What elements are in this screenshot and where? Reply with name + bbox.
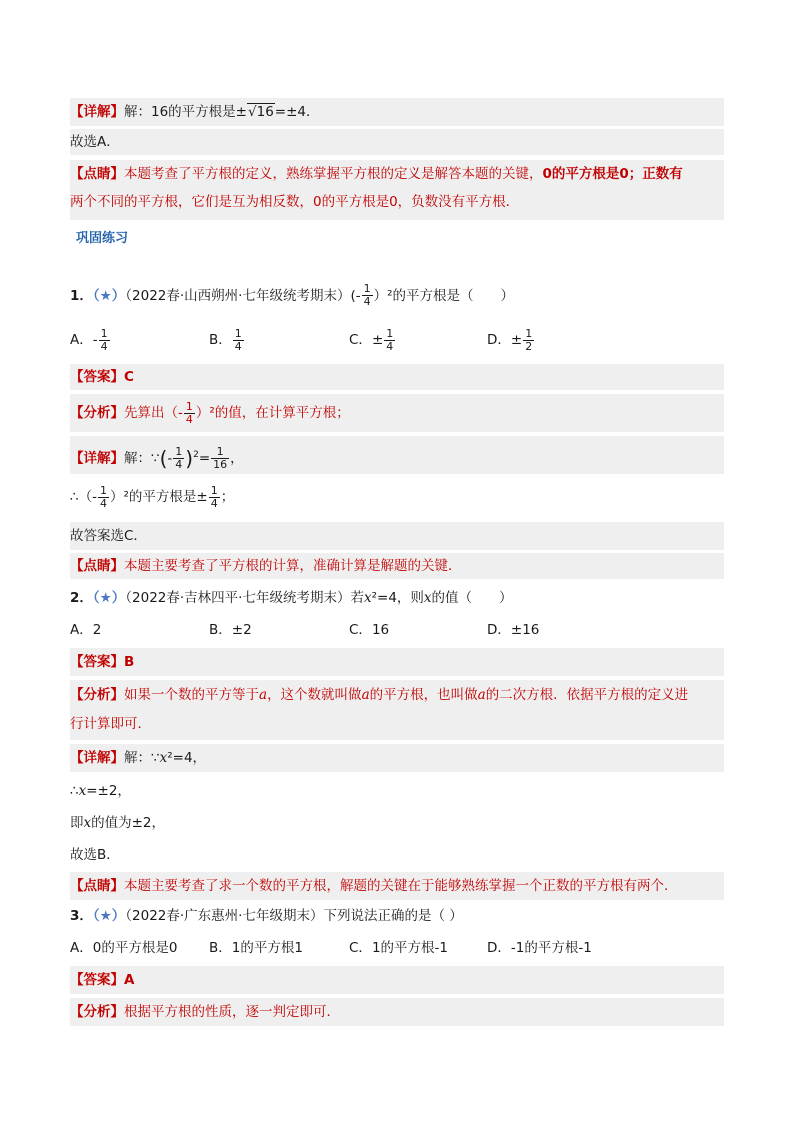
q3-option-c[interactable]: C．1的平方根-1 (349, 940, 448, 956)
q1-analysis: 【分析】先算出（- $\frac{1}{4}$ ）²的值，在计算平方根； (70, 394, 724, 432)
comment-block: 【点睛】本题考查了平方根的定义，熟练掌握平方根的定义是解答本题的关键，0的平方根是0；正数有 两个不同的平方根，它们是互为相反数，0的平方根是0，负数没有平方根． (70, 160, 724, 220)
q3-option-a[interactable]: A．0的平方根是0 (70, 940, 178, 956)
star-icon: （★） (92, 288, 126, 304)
q1-option-a[interactable]: A．- $\frac{1}{4}$ (70, 326, 108, 353)
q2-option-d[interactable]: D．±16 (487, 622, 540, 638)
q1-options (70, 324, 724, 356)
q2-choose: 故选B． (70, 847, 120, 863)
q1-answer: 【答案】C (70, 364, 724, 390)
q3-stem: 3．（★）（2022春·广东惠州·七年级期末）下列说法正确的是（ ） (70, 908, 463, 924)
star-icon: （★） (92, 908, 126, 924)
q3-answer: 【答案】A (70, 966, 724, 994)
q1-choose: 故答案选C． (70, 522, 724, 550)
q1-therefore: ∴（- $\frac{1}{4}$ ）²的平方根是± $\frac{1}{4}$ ； (70, 483, 235, 510)
q2-answer: 【答案】B (70, 648, 724, 676)
detail-tag: 【详解】 (70, 104, 124, 120)
q2-option-a[interactable]: A．2 (70, 622, 102, 638)
section-title: 巩固练习 (76, 231, 129, 246)
sqrt-16: √16 (248, 104, 274, 120)
q1-option-d[interactable]: D．± $\frac{1}{2}$ (487, 326, 533, 353)
q1-stem: 1．（★）（2022春·山西朔州·七年级统考期末）(- $\frac{1}{4}$ ）²的平方根是（ ） (70, 282, 515, 308)
choose-line: 故选A． (70, 129, 724, 155)
detail-pre: 解：16的平方根是± (124, 104, 247, 120)
q2-step-2: ∴x=±2， (70, 783, 131, 799)
q1-frac: $\frac{1}{4}$ (363, 282, 371, 308)
q2-step-3: 即x的值为±2， (70, 815, 166, 831)
q2-stem: 2．（★）（2022春·吉林四平·七年级统考期末）若x²=4，则x的值（ ） (70, 590, 513, 606)
q2-option-c[interactable]: C．16 (349, 622, 390, 638)
q1-comment: 【点睛】本题主要考查了平方根的计算，准确计算是解题的关键． (70, 553, 724, 579)
q3-analysis: 【分析】根据平方根的性质，逐一判定即可． (70, 998, 724, 1026)
star-icon: （★） (92, 590, 126, 606)
q2-options (70, 620, 724, 642)
q2-detail: 【详解】解：∵x²=4， (70, 744, 724, 772)
detail-post: =±4． (274, 104, 320, 120)
q2-option-b[interactable]: B．±2 (209, 622, 252, 638)
q2-comment: 【点睛】本题主要考查了求一个数的平方根，解题的关键在于能够熟练掌握一个正数的平方根有两个. (70, 872, 724, 900)
q2-analysis: 【分析】如果一个数的平方等于a，这个数就叫做a的平方根，也叫做a的二次方根．依据平方根的定义进 行计算即可． (70, 680, 724, 740)
detail-line (70, 98, 724, 126)
q3-option-b[interactable]: B．1的平方根1 (209, 940, 303, 956)
q1-option-b[interactable]: B． $\frac{1}{4}$ (209, 326, 242, 353)
q3-options (70, 938, 724, 960)
q3-option-d[interactable]: D．-1的平方根-1 (487, 940, 592, 956)
q1-detail: 【详解】解：∵(- $\frac{1}{4}$ )$^2$= $\frac{1}{16}$ ， (70, 436, 724, 474)
q1-option-c[interactable]: C．± $\frac{1}{4}$ (349, 326, 394, 353)
